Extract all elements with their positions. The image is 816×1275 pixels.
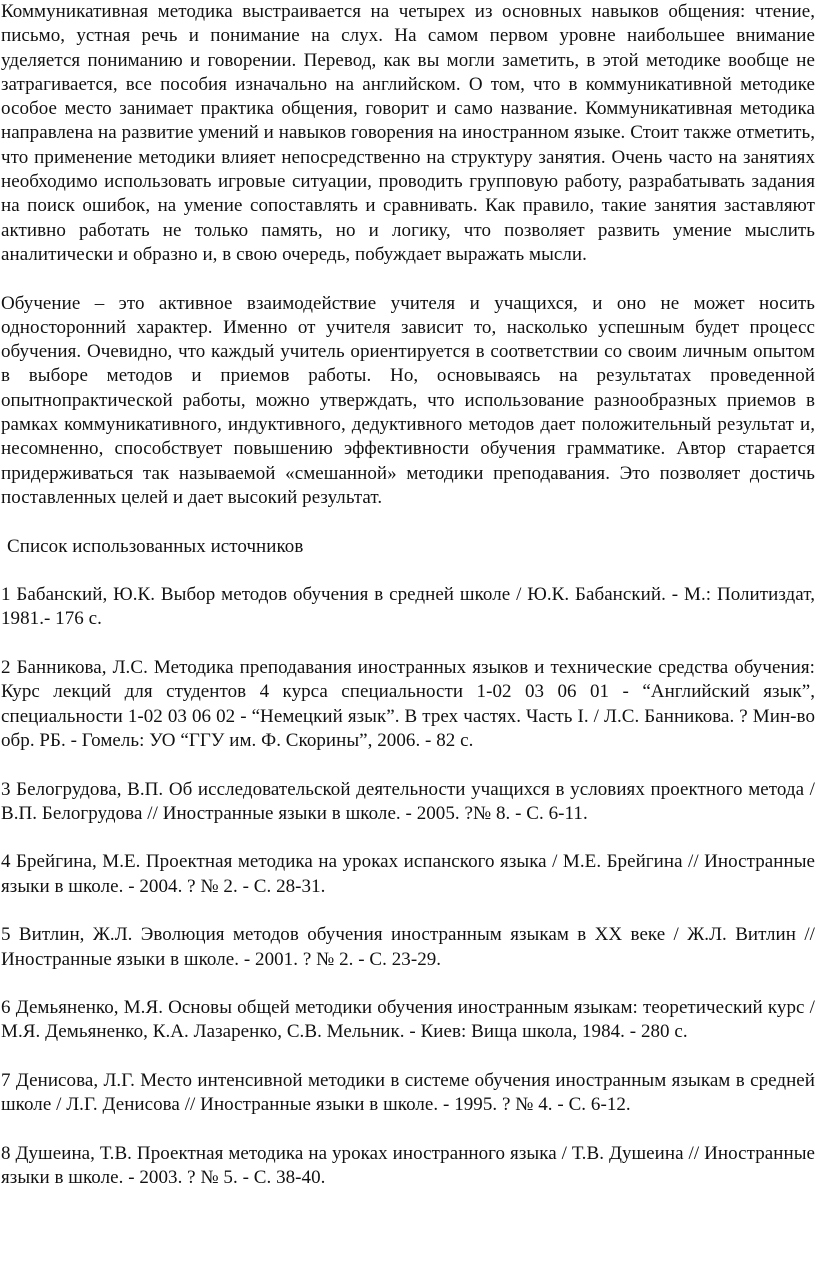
- body-paragraph-2: Обучение – это активное взаимодействие учителя и учащихся, и оно не может носить односторонний характер. Именно от учителя зависит то, насколько успешным будет процесс обучения. Очевидно, что каждый учитель ориентируется в соответствии со своим личным опытом в выборе методов и приемов работы. Но, основываясь на результатах проведенной опытнопрактической работы, можно утверждать, что использование разнообразных приемов в рамках коммуникативного, индуктивного, дедуктивного методов дает положительный результат и, несомненно, способствует повышению эффективности обучения грамматике. Автор старается придерживаться так называемой «смешанной» методики преподавания. Это позволяет достичь поставленных целей и дает высокий результат.: [1, 292, 815, 508]
- paragraph-spacer: [1, 899, 815, 923]
- reference-item-2: 2 Банникова, Л.С. Методика преподавания иностранных языков и технические средства обучения: Курс лекций для студентов 4 курса специальности 1-02 03 06 01 - “Английский язык”, специальности 1-02 03 06 02 - “Немецкий язык”. В трех частях. Часть I. / Л.С. Банникова. ? Мин-во обр. РБ. - Гомель: УО “ГГУ им. Ф. Скорины”, 2006. - 82 с.: [1, 657, 815, 751]
- references-heading: Список использованных источников: [7, 535, 304, 557]
- reference-item-3: 3 Белогрудова, В.П. Об исследовательской деятельности учащихся в условиях проектного метода / В.П. Белогрудова // Иностранные языки в школе. - 2005. ?№ 8. - С. 6-11.: [1, 778, 815, 824]
- paragraph-spacer: [1, 753, 815, 777]
- paragraph-spacer: [1, 510, 815, 534]
- paragraph-spacer: [1, 1045, 815, 1069]
- paragraph-spacer: [1, 1118, 815, 1142]
- reference-item-1: 1 Бабанский, Ю.К. Выбор методов обучения в средней школе / Ю.К. Бабанский. - М.: Политиздат, 1981.- 176 с.: [1, 584, 815, 630]
- paragraph-spacer: [1, 267, 815, 291]
- paragraph-spacer: [1, 559, 815, 583]
- reference-item-6: 6 Демьяненко, М.Я. Основы общей методики обучения иностранным языкам: теоретический курс / М.Я. Демьяненко, К.А. Лазаренко, С.В. Мельник. - Киев: Вища школа, 1984. - 280 с.: [1, 997, 815, 1043]
- reference-item-8: 8 Душеина, Т.В. Проектная методика на уроках иностранного языка / Т.В. Душеина // Иностранные языки в школе. - 2003. ? № 5. - С. 38-40.: [1, 1142, 815, 1189]
- paragraph-spacer: [1, 826, 815, 850]
- paragraph-spacer: [1, 632, 815, 656]
- paragraph-spacer: [1, 972, 815, 996]
- reference-item-5: 5 Витлин, Ж.Л. Эволюция методов обучения иностранным языкам в XX веке / Ж.Л. Витлин // Иностранные языки в школе. - 2001. ? № 2. - С. 23-29.: [1, 924, 815, 970]
- body-paragraph-1: Коммуникативная методика выстраивается на четырех из основных навыков общения: чтение, письмо, устная речь и понимание на слух. На самом первом уровне наибольшее внимание уделяется пониманию и говорении. Перевод, как вы могли заметить, в этой методике вообще не затрагивается, все пособия изначально на английском. О том, что в коммуникативной методике особое место занимает практика общения, говорит и само название. Коммуникативная методика направлена на развитие умений и навыков говорения на иностранном языке. Стоит также отметить, что применение методики влияет непосредственно на структуру занятия. Очень часто на занятиях необходимо использовать игровые ситуации, проводить групповую работу, разрабатывать задания на поиск ошибок, на умение сопоставлять и сравнивать. Как правило, такие занятия заставляют активно работать не только память, но и логику, что позволяет развить умение мыслить аналитически и образно и, в свою очередь, побуждает выражать мысли.: [1, 1, 815, 265]
- reference-item-4: 4 Брейгина, М.Е. Проектная методика на уроках испанского языка / М.Е. Брейгина // Иностранные языки в школе. - 2004. ? № 2. - С. 28-31.: [1, 851, 815, 897]
- reference-item-7: 7 Денисова, Л.Г. Место интенсивной методики в системе обучения иностранным языкам в средней школе / Л.Г. Денисова // Иностранные языки в школе. - 1995. ? № 4. - С. 6-12.: [1, 1070, 815, 1116]
